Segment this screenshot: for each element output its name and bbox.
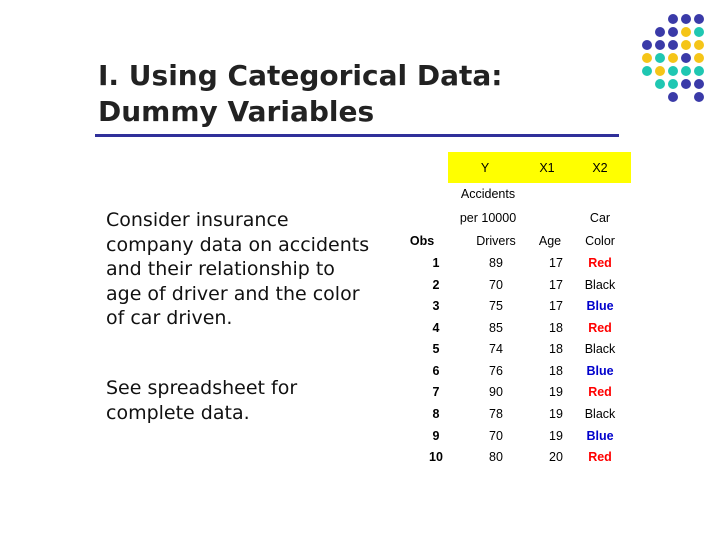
decorative-dot xyxy=(681,27,691,37)
spreadsheet-note: See spreadsheet for complete data. xyxy=(106,377,298,424)
cell-accidents: 74 xyxy=(489,342,503,356)
cell-accidents: 85 xyxy=(489,321,503,335)
decorative-dot xyxy=(694,66,704,76)
var-label-y: Y xyxy=(480,161,490,175)
title-underline xyxy=(95,134,619,137)
header-car: Car xyxy=(589,211,611,225)
decorative-dot xyxy=(655,27,665,37)
cell-accidents: 78 xyxy=(489,407,503,421)
decorative-dot xyxy=(668,66,678,76)
cell-obs: 3 xyxy=(432,299,440,313)
decorative-dot xyxy=(681,14,691,24)
cell-color: Black xyxy=(584,407,616,421)
decorative-dot xyxy=(694,27,704,37)
decorative-dot xyxy=(642,40,652,50)
description-paragraph: Consider insurance company data on accidents and their relationship to age of driver and the color of car driven. xyxy=(106,209,370,329)
cell-obs: 6 xyxy=(432,364,440,378)
cell-accidents: 70 xyxy=(489,429,503,443)
decorative-dot xyxy=(655,66,665,76)
cell-color: Blue xyxy=(586,299,614,313)
cell-color: Red xyxy=(588,450,612,464)
var-label-x1: X1 xyxy=(539,161,555,175)
cell-color: Black xyxy=(584,278,616,292)
cell-age: 18 xyxy=(549,321,563,335)
decorative-dot xyxy=(681,79,691,89)
title-line-1: I. Using Categorical Data: xyxy=(98,59,503,92)
header-obs: Obs xyxy=(409,234,435,248)
cell-age: 20 xyxy=(549,450,563,464)
cell-obs: 10 xyxy=(429,450,443,464)
decorative-dot xyxy=(694,53,704,63)
decorative-dot xyxy=(668,27,678,37)
cell-age: 19 xyxy=(549,385,563,399)
decorative-dot xyxy=(655,53,665,63)
cell-obs: 5 xyxy=(432,342,440,356)
cell-color: Blue xyxy=(586,364,614,378)
slide-title xyxy=(98,58,618,130)
decorative-dot xyxy=(694,79,704,89)
cell-age: 19 xyxy=(549,407,563,421)
decorative-dot xyxy=(681,53,691,63)
cell-age: 18 xyxy=(549,342,563,356)
cell-color: Red xyxy=(588,385,612,399)
decorative-dot xyxy=(668,40,678,50)
decorative-dot xyxy=(694,92,704,102)
cell-obs: 9 xyxy=(432,429,440,443)
cell-accidents: 70 xyxy=(489,278,503,292)
cell-color: Red xyxy=(588,256,612,270)
var-label-x2: X2 xyxy=(592,161,608,175)
decorative-dot xyxy=(681,66,691,76)
decorative-dot xyxy=(668,92,678,102)
cell-accidents: 89 xyxy=(489,256,503,270)
cell-accidents: 90 xyxy=(489,385,503,399)
decorative-dot xyxy=(694,14,704,24)
cell-age: 17 xyxy=(549,256,563,270)
decorative-dot xyxy=(668,79,678,89)
cell-color: Blue xyxy=(586,429,614,443)
header-color: Color xyxy=(585,234,615,248)
cell-accidents: 76 xyxy=(489,364,503,378)
header-accidents: Accidents xyxy=(460,187,516,201)
cell-obs: 7 xyxy=(432,385,440,399)
title-line-2: Dummy Variables xyxy=(98,95,375,128)
decorative-dot xyxy=(668,53,678,63)
cell-age: 17 xyxy=(549,278,563,292)
cell-accidents: 80 xyxy=(489,450,503,464)
decorative-dot xyxy=(642,53,652,63)
decorative-dot xyxy=(681,40,691,50)
decorative-dot xyxy=(642,66,652,76)
cell-obs: 4 xyxy=(432,321,440,335)
decorative-dot xyxy=(655,79,665,89)
decorative-dot xyxy=(668,14,678,24)
cell-color: Black xyxy=(584,342,616,356)
header-per-10000: per 10000 xyxy=(459,211,517,225)
cell-obs: 1 xyxy=(432,256,440,270)
cell-obs: 8 xyxy=(432,407,440,421)
cell-color: Red xyxy=(588,321,612,335)
header-age: Age xyxy=(538,234,562,248)
decorative-dot xyxy=(655,40,665,50)
decorative-dot xyxy=(694,40,704,50)
cell-obs: 2 xyxy=(432,278,440,292)
cell-accidents: 75 xyxy=(489,299,503,313)
cell-age: 18 xyxy=(549,364,563,378)
cell-age: 19 xyxy=(549,429,563,443)
decorative-dot-grid xyxy=(640,12,716,122)
cell-age: 17 xyxy=(549,299,563,313)
header-drivers: Drivers xyxy=(476,234,516,248)
